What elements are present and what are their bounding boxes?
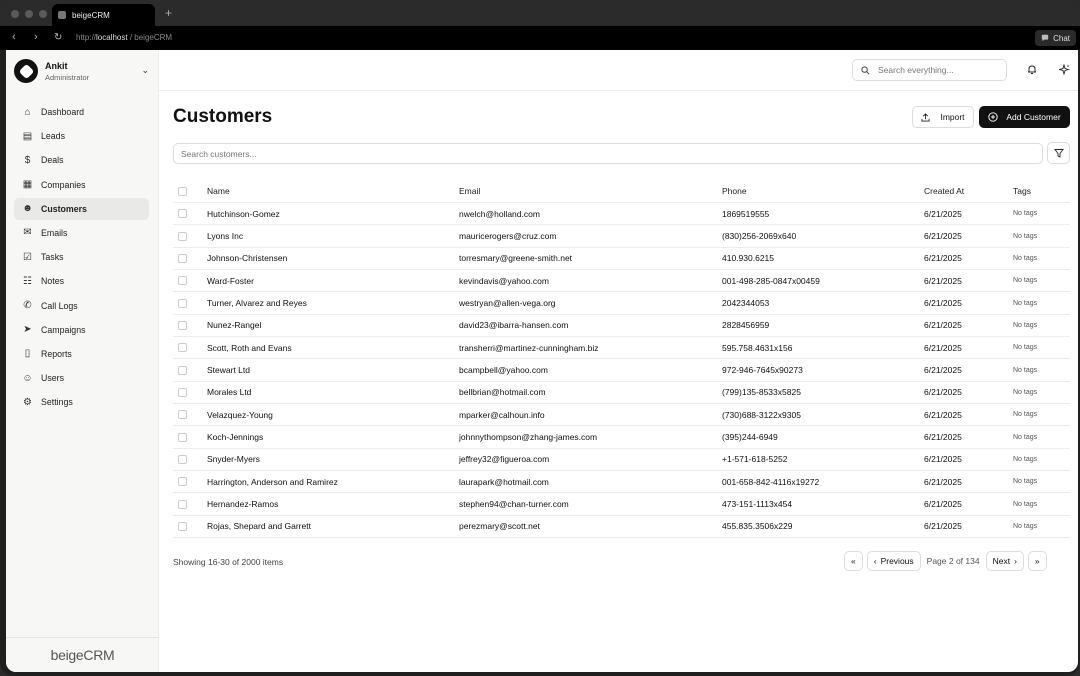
sidebar-item-label: Reports [41, 348, 72, 359]
sidebar-item-label: Settings [41, 397, 73, 408]
sidebar-item-call-logs[interactable] [14, 295, 149, 317]
customer-email: mparker@calhoun.info [459, 409, 545, 420]
customer-email: transherri@martinez-cunningham.biz [459, 342, 599, 353]
customer-phone: 2828456959 [722, 320, 770, 331]
filter-button[interactable] [1047, 142, 1070, 164]
file-icon: ☷ [23, 275, 32, 287]
customer-email: jeffrey32@figueroa.com [459, 454, 550, 465]
customer-tags: No tags [1013, 366, 1038, 374]
chat-icon [1041, 34, 1049, 42]
customer-created-at: 6/21/2025 [924, 454, 962, 465]
row-checkbox[interactable] [178, 500, 187, 509]
customer-phone: +1-571-618-5252 [722, 454, 788, 465]
check-square-icon: ☑ [23, 251, 32, 263]
customer-phone: (395)244-6949 [722, 432, 778, 443]
url-text[interactable] [76, 33, 172, 42]
add-customer-label: Add Customer [1006, 112, 1061, 122]
customer-phone: 1869519555 [722, 208, 770, 219]
customer-name[interactable]: Lyons Inc [207, 231, 244, 242]
row-checkbox[interactable] [178, 455, 187, 464]
customer-created-at: 6/21/2025 [924, 275, 962, 286]
first-page-button[interactable]: « [844, 551, 863, 571]
customer-created-at: 6/21/2025 [924, 432, 962, 443]
minimize-window-button[interactable] [25, 10, 33, 18]
table-row[interactable] [173, 426, 1070, 448]
row-checkbox[interactable] [178, 410, 187, 419]
customer-created-at: 6/21/2025 [924, 521, 962, 532]
table-row[interactable] [173, 449, 1070, 471]
customer-name[interactable]: Hutchinson-Gomez [207, 208, 280, 219]
row-checkbox[interactable] [178, 321, 187, 330]
sidebar-item-label: Tasks [41, 252, 64, 263]
back-icon[interactable]: ‹ [12, 31, 16, 43]
home-icon: ⌂ [24, 106, 31, 118]
next-page-button[interactable] [986, 551, 1024, 571]
global-search-input[interactable] [878, 65, 998, 75]
row-checkbox[interactable] [178, 366, 187, 375]
main-content [159, 50, 1078, 672]
row-checkbox[interactable] [178, 433, 187, 442]
customer-tags: No tags [1013, 478, 1038, 486]
sidebar-item-label: Emails [41, 227, 68, 238]
customer-created-at: 6/21/2025 [924, 231, 962, 242]
global-search[interactable] [852, 59, 1007, 81]
plus-circle-icon [988, 112, 998, 122]
customer-name[interactable]: Turner, Alvarez and Reyes [207, 298, 307, 309]
maximize-window-button[interactable] [39, 10, 47, 18]
footer-logo: beigeCRM [6, 637, 159, 672]
logo-mark-icon [18, 63, 34, 79]
users-icon: ☻ [22, 203, 33, 215]
favicon-icon [58, 11, 66, 19]
sidebar-item-notes[interactable] [14, 270, 149, 292]
column-header-created-at[interactable]: Created At [924, 186, 965, 196]
sidebar-item-dashboard[interactable] [14, 101, 149, 123]
sidebar-item-tasks[interactable] [14, 246, 149, 268]
customer-email: david23@ibarra-hansen.com [459, 320, 569, 331]
bell-icon[interactable] [1027, 64, 1037, 78]
select-all-checkbox[interactable] [178, 187, 187, 196]
page-title: Customers [173, 106, 273, 127]
customer-name[interactable]: Johnson-Christensen [207, 253, 288, 264]
sidebar-item-companies[interactable] [14, 174, 149, 196]
column-header-email[interactable]: Email [459, 186, 481, 196]
customer-email: westryan@allen-vega.org [459, 298, 556, 309]
url-path: / beigeCRM [127, 33, 173, 42]
pagination [844, 551, 1047, 571]
user-icon: ☺ [22, 372, 33, 384]
chevron-left-icon: ‹ [873, 556, 877, 566]
next-label: Next [992, 556, 1011, 566]
row-checkbox[interactable] [178, 388, 187, 397]
sidebar-menu [14, 101, 149, 415]
customer-name[interactable]: Scott, Roth and Evans [207, 342, 292, 353]
customer-tags: No tags [1013, 232, 1038, 240]
table-row[interactable] [173, 471, 1070, 493]
sidebar-item-label: Notes [41, 276, 64, 287]
customer-created-at: 6/21/2025 [924, 476, 962, 487]
customer-tags: No tags [1013, 210, 1038, 218]
customer-phone: 001-658-842-4116x19272 [722, 476, 820, 487]
table-row[interactable] [173, 382, 1070, 404]
customer-name[interactable]: Snyder-Myers [207, 454, 260, 465]
customer-tags: No tags [1013, 411, 1038, 419]
customers-table [173, 180, 1070, 538]
bar-chart-icon: ▯ [24, 348, 31, 360]
customer-tags: No tags [1013, 321, 1038, 329]
customer-created-at: 6/21/2025 [924, 208, 962, 219]
address-bar [0, 26, 1080, 50]
customer-email: nwelch@holland.com [459, 208, 540, 219]
close-window-button[interactable] [11, 10, 19, 18]
customer-tags: No tags [1013, 344, 1038, 352]
chevron-down-icon[interactable]: ⌄ [141, 65, 149, 75]
table-row[interactable] [173, 292, 1070, 314]
customer-name[interactable]: Morales Ltd [207, 387, 252, 398]
customer-email: perezmary@scott.net [459, 521, 540, 532]
customer-email: mauricerogers@cruz.com [459, 231, 557, 242]
page-info: Page 2 of 134 [926, 556, 980, 566]
sidebar-item-label: Call Logs [41, 300, 78, 311]
customer-phone: (830)256-2069x640 [722, 231, 797, 242]
profile-name: Ankit [45, 60, 68, 71]
customer-email: torresmary@greene-smith.net [459, 253, 573, 264]
customer-created-at: 6/21/2025 [924, 320, 962, 331]
row-checkbox[interactable] [178, 276, 187, 285]
url-prefix: http:// [76, 33, 97, 42]
customer-email: kevindavis@yahoo.com [459, 275, 549, 286]
reload-icon[interactable]: ↻ [54, 32, 63, 43]
table-row[interactable] [173, 203, 1070, 225]
customer-name[interactable]: Hernandez-Ramos [207, 499, 279, 510]
table-row[interactable] [173, 516, 1070, 538]
last-page-button[interactable]: » [1028, 551, 1047, 571]
avatar [14, 59, 38, 83]
sidebar-item-settings[interactable] [14, 391, 149, 413]
filter-icon [1054, 148, 1064, 158]
new-tab-button[interactable]: + [165, 6, 173, 20]
customer-tags: No tags [1013, 455, 1038, 463]
sidebar-item-label: Customers [41, 203, 87, 214]
sidebar-item-campaigns[interactable] [14, 319, 149, 341]
browser-tab-bar [0, 0, 1080, 26]
dollar-icon: $ [24, 154, 31, 166]
customer-tags: No tags [1013, 500, 1038, 508]
table-row[interactable] [173, 315, 1070, 337]
customer-name[interactable]: Koch-Jennings [207, 432, 264, 443]
row-checkbox[interactable] [178, 299, 187, 308]
sidebar-item-users[interactable] [14, 367, 149, 389]
customer-tags: No tags [1013, 433, 1038, 441]
profile-switcher[interactable] [14, 58, 151, 84]
phone-icon: ✆ [23, 300, 32, 311]
pagination-summary: Showing 16-30 of 2000 items [173, 557, 284, 567]
add-customer-button[interactable] [979, 106, 1070, 128]
customer-phone: 595.758.4631x156 [722, 342, 793, 353]
customer-created-at: 6/21/2025 [924, 409, 962, 420]
row-checkbox[interactable] [178, 477, 187, 486]
customer-name[interactable]: Ward-Foster [207, 275, 254, 286]
customer-tags: No tags [1013, 254, 1038, 262]
customer-phone: 2042344053 [722, 298, 770, 309]
sidebar-item-reports[interactable] [14, 343, 149, 365]
customer-tags: No tags [1013, 277, 1038, 285]
sidebar-item-label: Leads [41, 131, 65, 142]
customer-tags: No tags [1013, 522, 1038, 530]
sidebar-item-label: Campaigns [41, 324, 86, 335]
previous-label: Previous [880, 556, 914, 566]
profile-role: Administrator [45, 72, 90, 82]
customer-name[interactable]: Stewart Ltd [207, 365, 250, 376]
table-row[interactable] [173, 248, 1070, 270]
import-label: Import [940, 112, 965, 122]
table-row[interactable] [173, 225, 1070, 247]
previous-page-button[interactable] [867, 551, 921, 571]
table-body [173, 203, 1070, 538]
forward-icon[interactable]: › [34, 31, 38, 43]
search-icon [861, 66, 870, 75]
browser-tab[interactable] [52, 4, 155, 26]
customer-phone: 410.930.6215 [722, 253, 774, 264]
building-icon: ▦ [22, 179, 33, 191]
customer-created-at: 6/21/2025 [924, 365, 962, 376]
table-row[interactable] [173, 493, 1070, 515]
sidebar-item-label: Deals [41, 155, 64, 166]
customer-created-at: 6/21/2025 [924, 253, 962, 264]
sidebar [6, 50, 159, 672]
browser-tab-title: beigeCRM [72, 10, 110, 20]
customer-search-input[interactable] [173, 143, 1043, 164]
sidebar-item-label: Companies [41, 179, 86, 190]
chat-label: Chat [1053, 33, 1070, 43]
gear-icon: ⚙ [23, 396, 32, 408]
customer-email: bellbrian@hotmail.com [459, 387, 546, 398]
column-header-tags[interactable]: Tags [1013, 186, 1031, 196]
row-checkbox[interactable] [178, 343, 187, 352]
customer-name[interactable]: Harrington, Anderson and Ramirez [207, 476, 338, 487]
row-checkbox[interactable] [178, 232, 187, 241]
customer-phone: 001-498-285-0847x00459 [722, 275, 820, 286]
customer-phone: (730)688-3122x9305 [722, 409, 801, 420]
column-header-phone[interactable]: Phone [722, 186, 747, 196]
row-checkbox[interactable] [178, 522, 187, 531]
customer-tags: No tags [1013, 388, 1038, 396]
top-bar [159, 50, 1078, 91]
customer-created-at: 6/21/2025 [924, 387, 962, 398]
customer-email: bcampbell@yahoo.com [459, 365, 548, 376]
customer-name[interactable]: Nunez-Rangel [207, 320, 262, 331]
row-checkbox[interactable] [178, 254, 187, 263]
sidebar-item-label: Users [41, 373, 64, 384]
url-host: localhost [96, 33, 128, 42]
customer-phone: 473-151-1113x454 [722, 499, 793, 510]
customer-tags: No tags [1013, 299, 1038, 307]
customer-phone: (799)135-8533x5825 [722, 387, 801, 398]
table-header-row [173, 180, 1070, 203]
app [6, 50, 1078, 672]
sidebar-item-customers[interactable] [14, 198, 149, 220]
sidebar-item-label: Dashboard [41, 107, 85, 117]
customer-phone: 972-946-7645x90273 [722, 365, 803, 376]
column-header-name[interactable]: Name [207, 186, 230, 196]
table-row[interactable] [173, 404, 1070, 426]
sparkle-icon[interactable] [1059, 64, 1070, 78]
customer-created-at: 6/21/2025 [924, 342, 962, 353]
row-checkbox[interactable] [178, 209, 187, 218]
customer-email: laurapark@hotmail.com [459, 476, 549, 487]
customer-name[interactable]: Velazquez-Young [207, 409, 273, 420]
table-row[interactable] [173, 337, 1070, 359]
customer-email: johnnythompson@zhang-james.com [459, 432, 598, 443]
customer-phone: 455.835.3506x229 [722, 521, 793, 532]
send-icon: ➤ [23, 324, 32, 336]
profile-text [38, 61, 89, 82]
customer-email: stephen94@chan-turner.com [459, 499, 569, 510]
chat-button[interactable] [1035, 30, 1076, 46]
customer-created-at: 6/21/2025 [924, 499, 962, 510]
table-row[interactable] [173, 270, 1070, 292]
sidebar-item-leads[interactable] [14, 125, 149, 147]
customer-created-at: 6/21/2025 [924, 298, 962, 309]
upload-icon [921, 113, 930, 122]
sidebar-item-deals[interactable] [14, 149, 149, 171]
book-icon: ▤ [22, 130, 33, 142]
customer-name[interactable]: Rojas, Shepard and Garrett [207, 521, 311, 532]
import-button[interactable] [912, 106, 974, 128]
chevron-right-icon: › [1014, 556, 1017, 566]
window-controls [11, 10, 47, 18]
mail-icon: ✉ [23, 227, 32, 239]
table-row[interactable] [173, 359, 1070, 381]
sidebar-item-emails[interactable] [14, 222, 149, 244]
